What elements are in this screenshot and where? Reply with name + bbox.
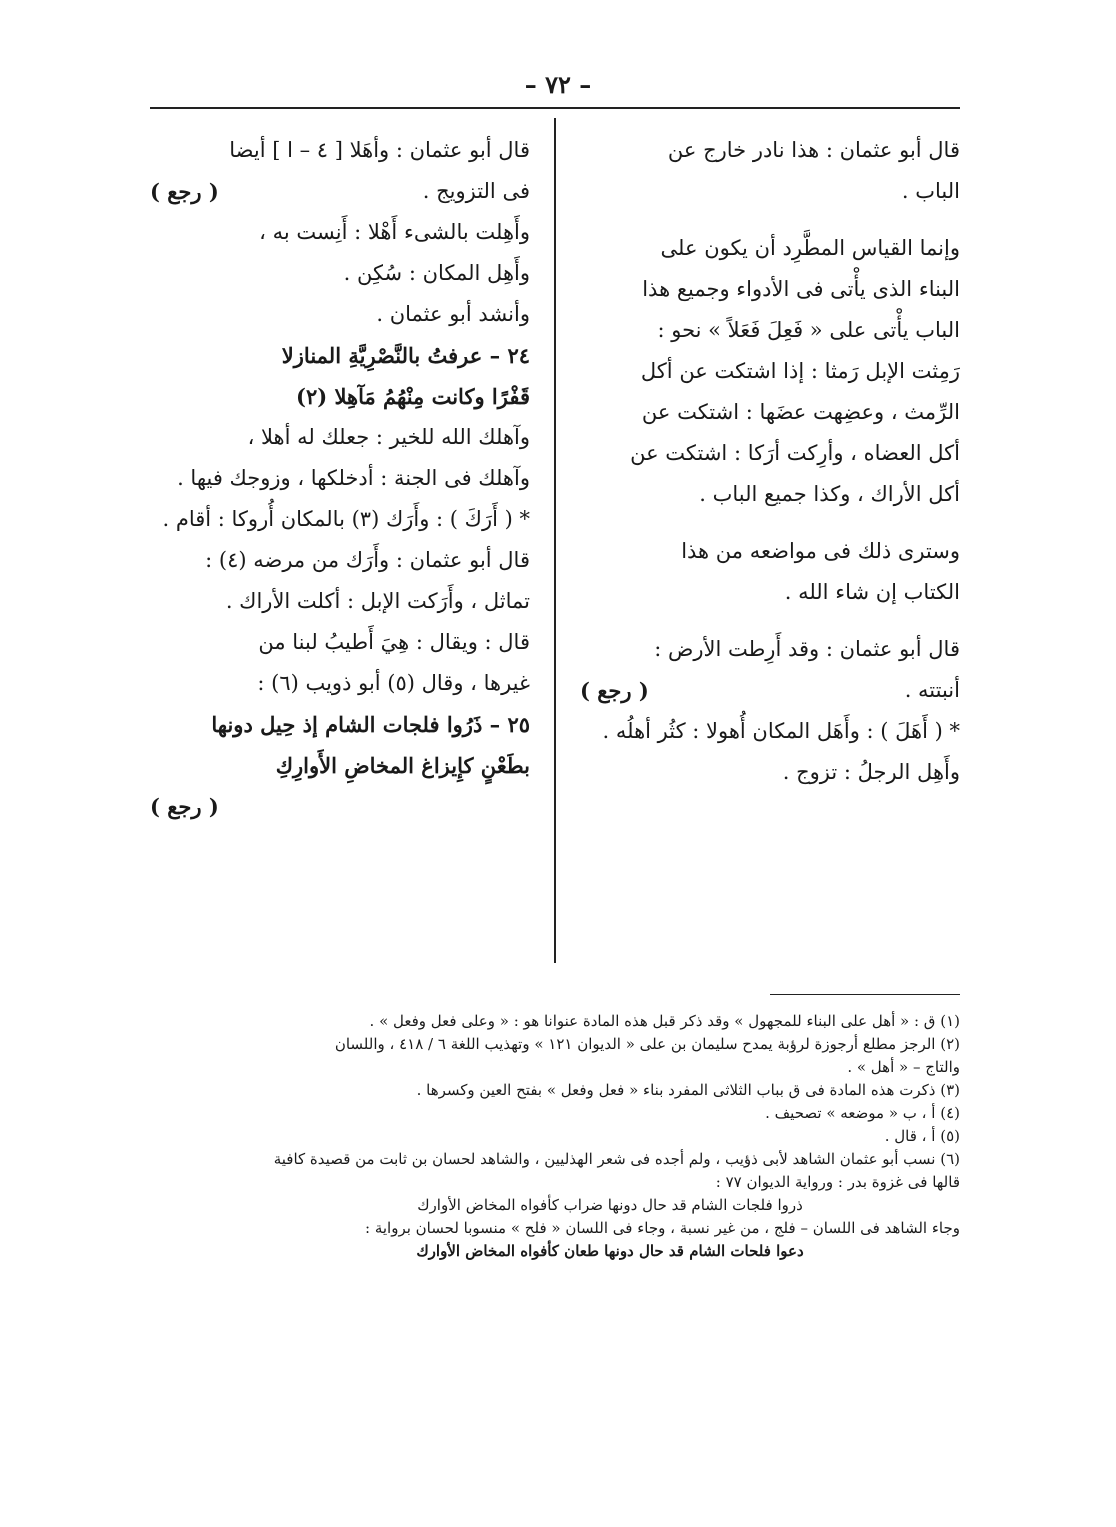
text-line [580,629,960,670]
footnote-line: (٤) أ ، ب « موضعه » تصحيف . [765,1104,960,1122]
line-text: رَمِثت الإبل رَمثا : إذا اشتكت عن أكل [640,359,960,383]
footnote-line: (٥) أ ، قال . [884,1127,960,1145]
line-text: تماثل ، وأَرَكت الإبل : أكلت الأراك . [225,589,530,613]
text-line [150,581,530,622]
text-line [150,786,530,827]
text-line [580,351,960,392]
text-line [580,130,960,171]
footnote-line: (٦) نسب أبو عثمان الشاهد لأبى ذؤيب ، ولم أجده فى شعر الهذليين ، والشاهد لحسان بن ثابت من قصيدة كافية [273,1150,960,1168]
return-marker: ( رجع ) [150,179,219,204]
text-line [150,376,530,417]
column-divider [554,118,556,963]
line-text: أنبتته . [904,678,960,702]
text-line [150,335,530,376]
line-text: فى التزويج . [422,179,530,203]
line-text: * ( أَرَكَ ) : وأَرَك (٣) بالمكان أُروكا : أقام . [162,507,530,531]
line-text: الكتاب إن شاء الله . [784,580,960,604]
line-text: الباب يأْتى على « فَعِلَ فَعَلاً » نحو : [657,318,960,342]
text-line [580,392,960,433]
footnote-rule [770,994,960,995]
text-line [580,310,960,351]
text-line [580,171,960,212]
line-text: * ( أَهَلَ ) : وأَهَل المكان أُهولا : كثُر أهلُه . [602,719,960,743]
line-text: قال : ويقال : هِيَ أَطيبُ لبنا من [258,630,530,654]
line-text: الرِّمث ، وعضِهت عضَها : اشتكت عن [641,400,960,424]
line-text: وأَهِل المكان : سُكِن . [343,261,530,285]
text-line [150,253,530,294]
text-line [150,704,530,745]
line-text: الباب . [901,179,960,203]
text-line [150,540,530,581]
text-line [150,458,530,499]
text-line [150,499,530,540]
footnote-line: (٢) الرجز مطلع أرجوزة لرؤبة يمدح سليمان بن على « الديوان ١٢١ » وتهذيب اللغة ٦ / ٤١٨ ، واللسان [334,1035,960,1053]
line-text: قال أبو عثمان : وأَرَك من مرضه (٤) : [205,548,530,572]
line-text: وأنشد أبو عثمان . [376,302,530,326]
return-marker: ( رجع ) [580,678,649,703]
text-line [580,269,960,310]
line-text: وآهلك الله للخير : جعلك له أهلا ، [247,425,530,449]
text-line [150,130,530,171]
footnote-line: والتاج – « أهل » . [847,1058,960,1076]
header-rule [150,107,960,109]
footnote-line: (١) ق : « أهل على البناء للمجهول » وقد ذكر قبل هذه المادة عنوانا هو : « وعلى فعل وفعل » . [369,1012,960,1030]
text-line [150,212,530,253]
text-line [580,228,960,269]
text-line [580,752,960,793]
footnotes [140,1010,960,1263]
text-line [150,622,530,663]
line-text: قَفْرًا وكانت مِنْهُمُ مَآهِلا (٢) [296,384,530,409]
footnote-verse: ذروا فلجات الشام قد حال دونها ضراب كأفواه المخاض الأوارك [417,1196,803,1214]
line-text: ٢٤ – عرفتُ بالنَّصْرِيَّةِ المنازلا [281,343,530,368]
footnote-line: (٣) ذكرت هذه المادة فى ق بباب الثلاثى المفرد بناء « فعل وفعل » بفتح العين وكسرها . [416,1081,960,1099]
footnote-line: قالها فى غزوة بدر : ورواية الديوان ٧٧ : [715,1173,960,1191]
text-line [150,417,530,458]
page-number: – ٧٢ – [524,70,592,99]
line-text: قال أبو عثمان : هذا نادر خارج عن [667,138,960,162]
footnote-line: وجاء الشاهد فى اللسان – فلج ، من غير نسبة ، وجاء فى اللسان « فلح » منسوبا لحسان برواية : [365,1219,960,1237]
line-text: ٢٥ – ذَرُوا فلجات الشام إذ حِيل دونها [211,712,530,737]
text-line [580,670,960,711]
line-text: وآهلك فى الجنة : أدخلكها ، وزوجك فيها . [177,466,530,490]
footnote-verse: دعوا فلحات الشام قد حال دونها طعان كأفواه المخاض الأوارك [416,1242,804,1260]
line-text: وأَهِل الرجلُ : تزوج . [782,760,960,784]
text-line [150,663,530,704]
line-text: بطَعْنٍ كإِيزاغ المخاضِ الأَوارِكِ [275,753,530,778]
text-line [150,171,530,212]
text-line [150,745,530,786]
line-text: البناء الذى يأْتى فى الأدواء وجميع هذا [642,277,960,301]
line-text: وإنما القياس المطَّرِد أن يكون على [660,236,960,260]
text-line [150,294,530,335]
line-text: وسترى ذلك فى مواضعه من هذا [681,539,960,563]
text-line [580,531,960,572]
text-line [580,474,960,515]
line-text: وأَهِلت بالشىء أَهْلا : أَنِست به ، [259,220,530,244]
return-marker: ( رجع ) [150,794,219,819]
right-column [580,130,960,793]
text-line [580,433,960,474]
line-text: أكل الأراك ، وكذا جميع الباب . [699,482,960,506]
text-line [580,711,960,752]
left-column [150,130,530,827]
line-text: قال أبو عثمان : وقد أَرِطت الأرض : [654,637,960,661]
line-text: أكل العضاه ، وأرِكت أرَكا : اشتكت عن [630,441,960,465]
text-line [580,572,960,613]
line-text: قال أبو عثمان : وأهَلا [ ٤ – ا ] أيضا [229,138,530,162]
line-text: غيرها ، وقال (٥) أبو ذويب (٦) : [257,671,530,695]
